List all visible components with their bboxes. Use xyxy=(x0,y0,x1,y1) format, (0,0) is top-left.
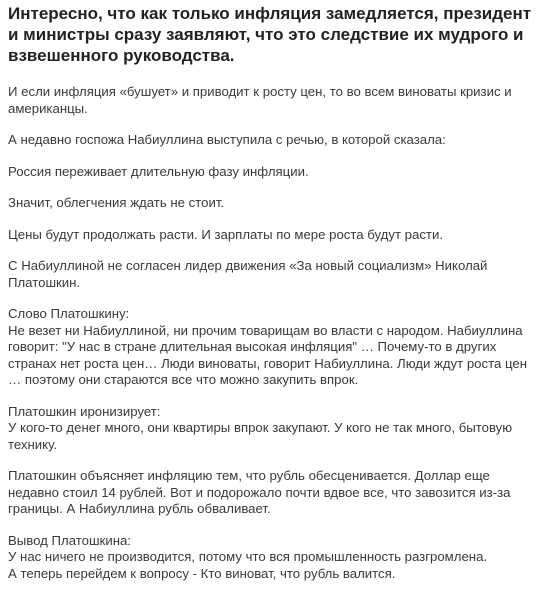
article xyxy=(8,3,536,597)
paragraph-line: У кого-то денег много, они квартиры впрок закупают. У кого не так много, бытовую технику. xyxy=(8,420,513,452)
paragraph-line: А теперь перейдем к вопросу - Кто виноват, что рубль валится. xyxy=(8,565,396,581)
paragraph-line: Вывод Платошкина: xyxy=(8,532,131,548)
paragraph-line: Слово Платошкину: xyxy=(8,306,130,321)
article-paragraph xyxy=(8,468,536,518)
paragraph-line: Россия переживает длительную фазу инфляции. xyxy=(8,163,309,179)
paragraph-line: Не везет ни Набиуллиной, ни прочим товарищам во власти с народом. Набиуллина говорит: "У нас в стране длительная высокая инфляция" … Почему-то в других странах нет роста цен… Люди виноваты, говорит Набиуллина. Люди ждут роста цен … поэтому они стараются все что можно закупить впрок. xyxy=(8,322,528,387)
paragraph-line: Значит, облегчения ждать не стоит. xyxy=(8,195,225,210)
paragraph-line: С Набиуллиной не согласен лидер движения «За новый социализм» Николай Платошкин. xyxy=(8,258,488,290)
article-paragraph xyxy=(8,132,536,149)
article-paragraph xyxy=(8,306,536,389)
article-title: Интересно, что как только инфляция замедляется, президент и министры сразу заявляют, что это следствие их мудрого и взвешенного руководства. xyxy=(8,4,532,65)
paragraph-line: Платошкин иронизирует: xyxy=(8,403,161,419)
article-paragraph xyxy=(8,533,536,583)
article-paragraph xyxy=(8,404,536,454)
paragraph-line: А недавно госпожа Набиуллина выступила с речью, в которой сказала: xyxy=(8,132,446,147)
article-paragraph xyxy=(8,227,536,244)
article-paragraph xyxy=(8,84,536,117)
article-paragraph xyxy=(8,164,536,181)
paragraph-line: Платошкин объясняет инфляцию тем, что рубль обесценивается. Доллар еще недавно стоил 14 рублей. Вот и подорожало почти вдвое все, что завозится из-за границы. А Набиуллина рубль обваливает. xyxy=(8,468,511,516)
paragraph-line: У нас ничего не производится, потому что вся промышленность разгромлена. xyxy=(8,549,488,564)
paragraph-line: И если инфляция «бушует» и приводит к росту цен, то во всем виноваты кризис и американцы. xyxy=(8,84,512,116)
article-paragraph xyxy=(8,258,536,291)
paragraph-line: Цены будут продолжать расти. И зарплаты по мере роста будут расти. xyxy=(8,226,444,242)
article-paragraph xyxy=(8,195,536,212)
